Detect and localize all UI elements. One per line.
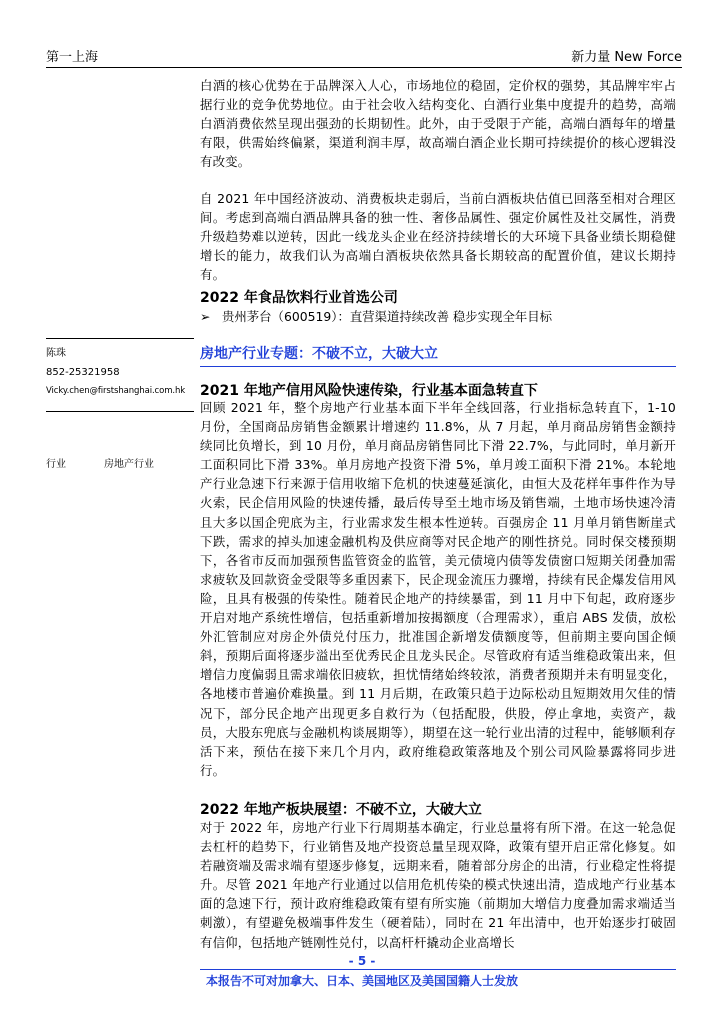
baijiu-paragraph-2: 自 2021 年中国经济波动、消费板块走弱后，当前白酒板块估值已回落至相对合理区间。考虑到高端白酒品牌具备的独一性、奢侈品属性、强定价属性及社交属性，消费升级趋势难以逆转，因此一线龙头企业在经济持续增长的大环境下具备业绩长期稳健增长的能力，故我们认为高端白酒板块依然具备长期较高的配置价值，建议长期持有。 <box>200 191 676 283</box>
top-pick-heading: 2022 年食品饮料行业首选公司 <box>200 290 398 306</box>
industry-tag <box>46 455 154 470</box>
section1-body: 回顾 2021 年，整个房地产行业基本面下半年全线回落，行业指标急转直下，1-10 月份，全国商品房销售金额累计增速约 11.8%，从 7 月起，单月商品房销售金额持续同比负增长，到 10 月份，单月商品房销售同比下滑 22.7%，与此同时，单月新开工面积同比下滑 33%。单月房地产投资下滑 5%，单月竣工面积下滑 21%。本轮地产行业急速下行来源于信用收缩下危机的快速蔓延演化，由恒大及花样年事件作为导火索，民企信用风险的快速传播，最后传导至土地市场及销售端，土地市场快速冷清且大多以国企兜底为主，行业需求发生根本性逆转。百强房企 11 月单月销售断崖式下跌，需求的掉头加速金融机构及供应商等对民企地产的刚性挤兑。同时保交楼预期下，各省市反而加强预售监管资金的监管，美元债境内债等发债窗口短期关闭叠加需求疲软及回款资金受限等多重因素下，民企现金流压力骤增，持续有民企爆发信用风险，且具有极强的传染性。随着民企地产的持续暴雷，到 11 月中下旬起，政府逐步开启对地产系统性增信，包括重新增加按揭额度（合理需求），重启 ABS 发债，放松外汇管制应对房企外债兑付压力，批准国企新增发债额度等，但前期主要向国企倾斜，预期后面将逐步溢出至优秀民企且龙头民企。尽管政府有适当维稳政策出来，但增信力度偏弱且需求端依旧疲软，担忧情绪始终较浓，消费者预期并未有明显变化，各地楼市普遍价难换量。到 11 月后期，在政策只趋于边际松动且短期效用欠佳的情况下，部分民企地产出现更多自救行为（包括配股，供股，停止拿地，卖资产，裁员，大股东兜底与金融机构谈展期等），期望在这一轮行业出清的过程中，能够顺利存活下来，预估在接下来几个月内，政府维稳政策落地及个别公司风险暴露将同步进行。 <box>200 400 676 778</box>
sidebar-divider-bottom <box>46 411 194 412</box>
page-number: - 5 - <box>348 954 376 968</box>
analyst-contact <box>46 346 185 399</box>
top-pick-item <box>200 307 552 325</box>
industry-value: 房地产行业 <box>104 459 154 470</box>
top-pick-text: 贵州茅台（600519）：直营渠道持续改善 稳步实现全年目标 <box>222 309 553 324</box>
analyst-name: 陈珠 <box>46 348 66 359</box>
sidebar-divider-top <box>46 338 194 339</box>
section2-heading: 2022 年地产板块展望：不破不立，大破大立 <box>200 802 482 818</box>
distribution-disclaimer: 本报告不可对加拿大、日本、美国地区及美国国籍人士发放 <box>205 974 518 988</box>
section1-heading: 2021 年地产信用风险快速传染，行业基本面急转直下 <box>200 383 538 399</box>
section2-body: 对于 2022 年，房地产行业下行周期基本确定，行业总量将有所下滑。在这一轮急促去杠杆的趋势下，行业销售及地产投资总量呈现双降，政策有望开启正常化修复。如若融资端及需求端有望逐步修复，远期来看，随着部分房企的出清，行业稳定性将提升。尽管 2021 年地产行业通过以信用危机传染的模式快速出清，造成地产行业基本面的急速下行，预计政府维稳政策有望有所实施（前期加大增信力度叠加需求端适当刺激），有望避免极端事件发生（硬着陆），同时在 21 年出清中，也开始逐步打破固有信仰，包括地产链刚性兑付，以高杆杆撬动企业高增长 <box>200 820 676 950</box>
header-series-title: 新力量 New Force <box>571 50 682 65</box>
analyst-phone: 852-25321958 <box>46 367 120 378</box>
arrow-bullet-icon: ➢ <box>200 309 211 324</box>
header-divider <box>46 67 682 68</box>
analyst-email[interactable]: Vicky.chen@firstshanghai.com.hk <box>46 386 186 396</box>
baijiu-paragraph-1: 白酒的核心优势在于品牌深入人心，市场地位的稳固，定价权的强势，其品牌牢牢占据行业的竞争优势地位。由于社会收入结构变化、白酒行业集中度提升的趋势，高端白酒消费依然呈现出强劲的长期韧性。此外，由于受限于产能，高端白酒每年的增量有限，供需始终偏紧，渠道利润丰厚，故高端白酒企业长期可持续提价的核心逻辑没有改变。 <box>200 78 676 170</box>
topic-divider <box>200 366 676 367</box>
topic-title: 房地产行业专题：不破不立，大破大立 <box>200 346 438 362</box>
industry-label: 行业 <box>46 459 66 470</box>
header-brand: 第一上海 <box>46 50 99 65</box>
footer-divider <box>200 969 676 970</box>
